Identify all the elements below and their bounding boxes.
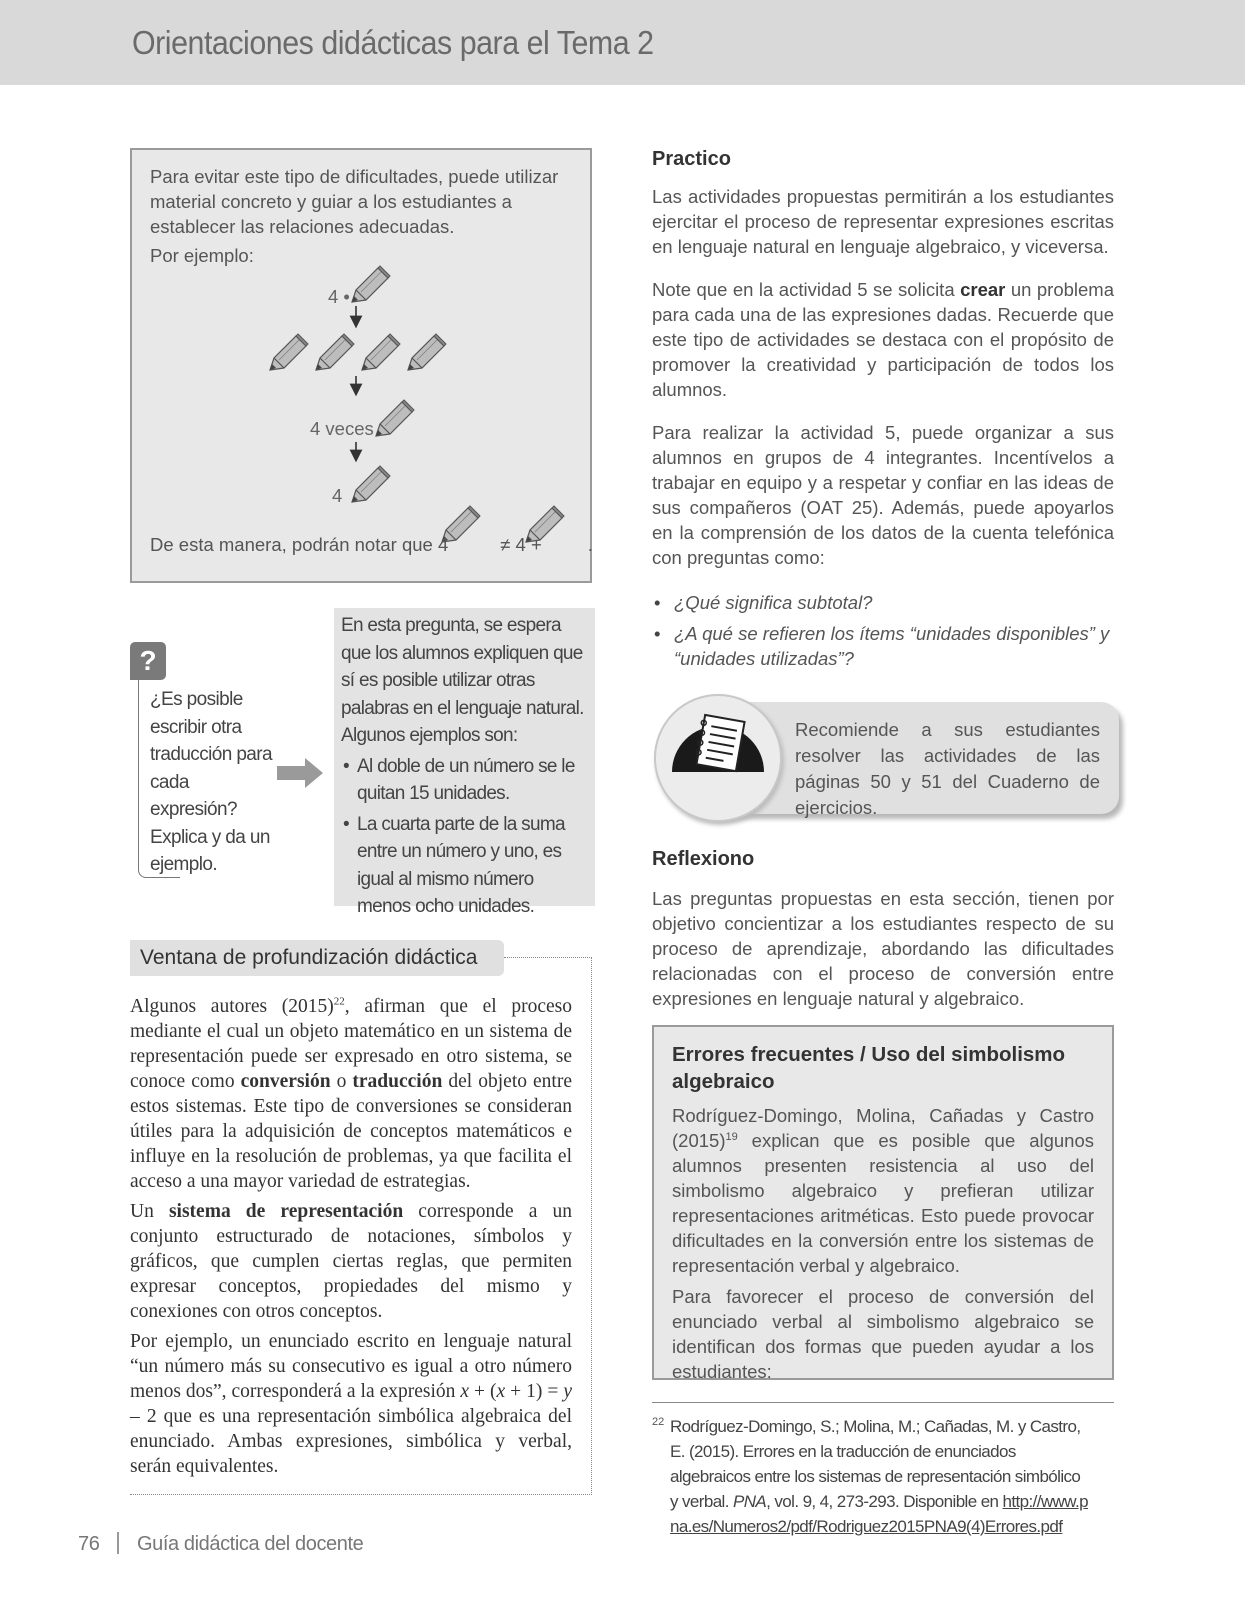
text-run: del objeto entre estos sistemas. Este tipo de conversiones se consideran útiles para la adquisición de conceptos matemáticos e influye en la resolución de problemas, ya que facilita el acceso a una mayor variedad de estrategias.: [130, 1071, 572, 1192]
text-run: corresponde a un conjunto estructurado de notaciones, símbolos y gráficos, que cumplen ciertas reglas, que permiten expresar conceptos, propiedades del mismo y conexiones con otros conceptos.: [130, 1201, 572, 1322]
answer-box: [334, 608, 595, 917]
text-run: Un: [130, 1201, 169, 1222]
text-run: , afirman que el proceso mediante el cual un objeto matemático en un sistema de representación puede ser expresado en otro sistema, se conoce como: [130, 996, 572, 1092]
pencil-icon: [352, 266, 390, 302]
practico-p1: Las actividades propuestas permitirán a los estudiantes ejercitar el proceso de representar expresiones escritas en lenguaje natural en lenguaje algebraico, y viceversa.: [652, 186, 1114, 257]
answer-intro: En esta pregunta, se espera que los alumnos expliquen que sí es posible utilizar otras palabras en el lenguaje natural. Algunos ejemplos son:: [341, 615, 584, 746]
footnote-rule: [652, 1402, 1114, 1403]
practico-p3: Para realizar la actividad 5, puede organizar a sus alumnos en grupos de 4 integrantes. Incentívelos a trabajar en equipo y a respetar y confiar en las ideas de sus compañeros (OAT 25). Además, puede apoyarlos en la comprensión de los datos de la cuenta telefónica con preguntas como:: [652, 422, 1114, 568]
pencil-icon: [408, 334, 446, 370]
page-header: [0, 0, 1245, 85]
example-box: [130, 148, 592, 583]
text-bold: crear: [960, 279, 1006, 300]
question-text: ¿Es posible escribir otra traducción para cada expresión? Explica y da un ejemplo.: [150, 689, 272, 875]
notebook-icon: [656, 696, 780, 820]
pencil-icon: [352, 466, 390, 502]
text-run: Rodríguez-Domingo, Molina, Cañadas y Castro (2015): [672, 1105, 1094, 1151]
text-run: Algunos autores (2015): [130, 996, 334, 1017]
example-por-ejemplo: Por ejemplo:: [150, 245, 254, 266]
reflexiono-heading: Reflexiono: [652, 848, 755, 870]
conclusion-start: De esta manera, podrán notar que 4: [150, 534, 449, 555]
errores-box: [652, 1025, 1114, 1380]
pencil-icon: [376, 400, 414, 436]
math-var: y: [563, 1381, 572, 1402]
answer-list: [341, 753, 587, 921]
pencil-icon: [316, 334, 354, 370]
math-var: x: [496, 1381, 506, 1402]
practico-bullets: [652, 590, 1114, 677]
text-run: o: [330, 1071, 353, 1092]
pencil-diagram: [132, 150, 594, 585]
page-title: Orientaciones didácticas para el Tema 2: [132, 24, 654, 61]
example-text: Para evitar este tipo de dificultades, puede utilizar material concreto y guiar a los estudiantes a establecer las relaciones adecuadas.: [150, 166, 559, 237]
ventana-bottom-border: [130, 1494, 592, 1495]
practico-p2: [652, 277, 1114, 402]
text-run: – 2 que es una representación simbólica algebraica del enunciado. Ambas expresiones, simbólica y verbal, serán equivalentes.: [130, 1406, 572, 1477]
conclusion-end: .: [587, 534, 593, 555]
math-var: x: [460, 1381, 470, 1402]
reflexiono-p1: Las preguntas propuestas en esta sección, tienen por objetivo concientizar a los estudiantes respecto de su proceso de aprendizaje, abordando las dificultades relacionadas con el proceso de conversión entre expresiones en lenguaje natural y algebraico.: [652, 888, 1114, 1009]
diagram-label-veces: 4 veces: [310, 418, 374, 439]
text-run: Rodríguez-Domingo, S.; Molina, M.; Cañadas, M. y Castro, E. (2015). Errores en la traducción de enunciados algebraicos entre los sistemas de representación simbólico y verbal.: [670, 1417, 1081, 1511]
text-run: Note que en la actividad 5 se solicita: [652, 279, 961, 300]
text-bold: traducción: [352, 1071, 443, 1092]
page-footer: [78, 1532, 363, 1556]
errores-title: Errores frecuentes / Uso del simbolismo algebraico: [672, 1043, 1066, 1093]
footnote-number: 22: [652, 1416, 665, 1428]
ventana-paragraph: [130, 994, 572, 1194]
ventana-top-border: [504, 957, 592, 958]
ventana-right-border: [591, 957, 592, 1495]
footer-separator: [117, 1532, 119, 1554]
footnote-link[interactable]: http://www.pna.es/Numeros2/pdf/Rodriguez2015PNA9(4)Errores.pdf: [670, 1492, 1088, 1536]
text-run: explican que es posible que algunos alumnos presenten resistencia al uso del simbolismo algebraico y prefieran utilizar representaciones aritméticas. Esto puede provocar dificultades en la conversión entre los sistemas de representación verbal y algebraico.: [672, 1130, 1094, 1276]
answer-item: • Al doble de un número se le quitan 15 unidades.: [341, 753, 587, 808]
text-run: + (: [469, 1381, 497, 1402]
practico-bullet: • ¿Qué significa subtotal?: [652, 590, 1114, 615]
pencil-icon: [270, 334, 308, 370]
diagram-label-four: 4: [332, 485, 343, 506]
ventana-body: [130, 994, 572, 1484]
practico-heading: Practico: [652, 148, 731, 170]
text-run: Por ejemplo, un enunciado escrito en lenguaje natural “un número más su consecutivo es igual a otro número menos dos”, corresponderá a la expresión: [130, 1331, 572, 1402]
answer-item: • La cuarta parte de la suma entre un número y uno, es igual al mismo número menos ocho unidades.: [341, 811, 587, 921]
recommend-icon-circle: [654, 694, 782, 822]
ventana-title: Ventana de profundización didáctica: [130, 940, 504, 976]
errores-p2: Para favorecer el proceso de conversión del enunciado verbal al simbolismo algebraico se identifican dos formas que pueden ayudar a los estudiantes:: [672, 1286, 1094, 1382]
text-run: un problema para cada una de las expresiones dadas. Recuerde que este tipo de actividades se destaca con el propósito de promover la creatividad y participación de todos los alumnos.: [652, 279, 1115, 400]
text-bold: conversión: [240, 1071, 331, 1092]
right-arrow-icon: [277, 758, 325, 788]
diagram-label-product: 4 •: [328, 286, 350, 307]
recommend-text: Recomiende a sus estudiantes resolver las actividades de las páginas 50 y 51 del Cuaderno de ejercicios.: [795, 719, 1100, 818]
journal-name: PNA: [732, 1492, 767, 1511]
text-run: , vol. 9, 4, 273-293. Disponible en: [766, 1492, 1003, 1511]
footer-label: Guía didáctica del docente: [136, 1533, 364, 1555]
pencil-diagram-svg: [132, 150, 594, 585]
question-mark-icon: ?: [130, 642, 166, 680]
text-run: + 1) =: [505, 1381, 564, 1402]
ventana-paragraph: [130, 1199, 572, 1324]
example-conclusion: [150, 534, 593, 556]
text-bold: sistema de representación: [168, 1201, 404, 1222]
footnote-ref: 19: [725, 1130, 738, 1143]
conclusion-mid: ≠ 4 +: [500, 534, 542, 555]
page-number: 76: [78, 1533, 100, 1555]
practico-bullet: • ¿A qué se refieren los ítems “unidades disponibles” y “unidades utilizadas”?: [652, 621, 1114, 671]
pencil-icon: [362, 334, 400, 370]
footnote-ref: 22: [333, 995, 345, 1008]
footnote-text: [670, 1414, 1090, 1539]
errores-p1: [672, 1103, 1094, 1278]
ventana-paragraph: [130, 1329, 572, 1479]
